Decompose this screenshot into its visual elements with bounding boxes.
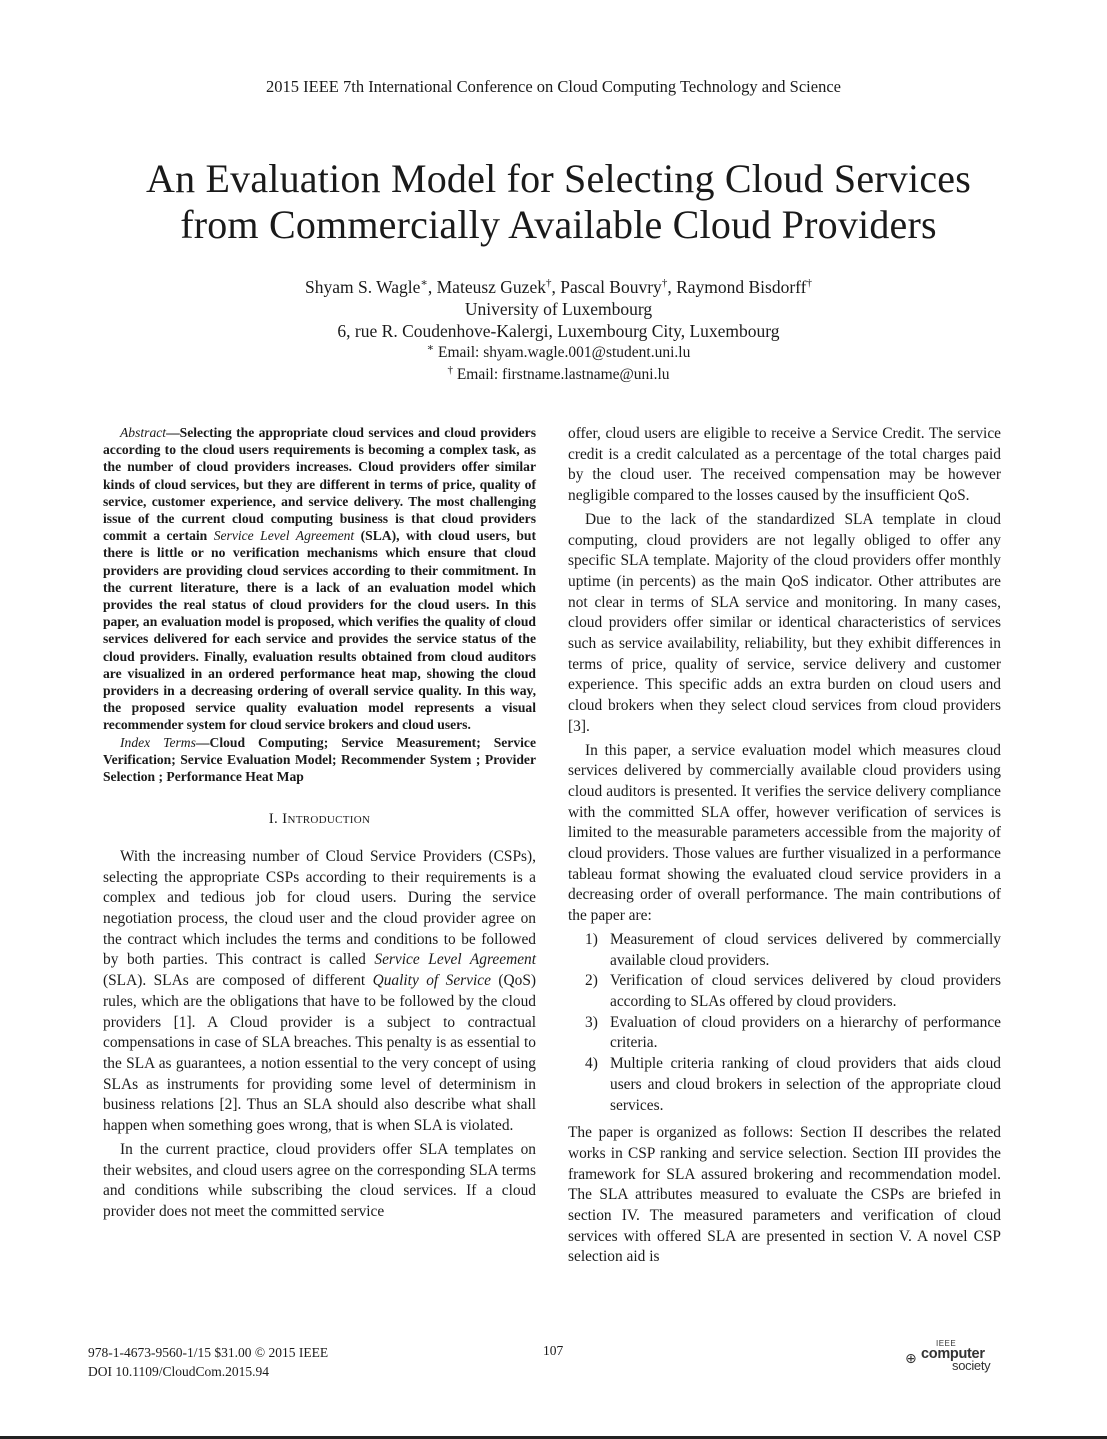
footer-left xyxy=(88,1343,328,1381)
author-2-mark: † xyxy=(545,277,552,290)
author-block xyxy=(0,276,1107,386)
abstract-label: Abstract xyxy=(120,425,167,440)
isbn-line: 978-1-4673-9560-1/15 $31.00 © 2015 IEEE xyxy=(88,1345,329,1360)
left-column xyxy=(103,424,536,1223)
abstract: Abstract—Selecting the appropriate cloud services and cloud providers according to the cloud users requirements is becoming a complex task, as the number of cloud providers increases. Cloud providers offer similar kinds of cloud services, but they are different in terms of price, quality of service, customer experience, and service delivery. The most challenging issue of the current cloud computing business is that cloud providers commit a certain Service Level Agreement (SLA), with cloud users, but there is little or no verification mechanisms which ensure that cloud providers are providing cloud services according to their commitment. In the current literature, there is a lack of an evaluation model which provides the real status of cloud providers for the cloud users. In this paper, an evaluation model is proposed, which verifies the quality of cloud services delivered for each service and provides the service status of the cloud providers. Finally, evaluation results obtained from cloud auditors are visualized in an ordered performance heat map, showing the cloud providers in a decreasing ordering of overall service quality. In this way, the proposed service quality evaluation model represents a visual recommender system for cloud service brokers and cloud users. xyxy=(103,425,536,733)
paper-title xyxy=(0,156,1107,248)
list-item: 1) Measurement of cloud services delivered by commercially available cloud providers. xyxy=(585,930,1001,969)
author-4: Raymond Bisdorff xyxy=(676,277,807,297)
paper-title-line-2: from Commercially Available Cloud Providers xyxy=(180,202,937,247)
email-2-mark: † xyxy=(447,363,453,376)
right-paragraph-4: The paper is organized as follows: Section II describes the related works in CSP ranking and service selection. Section III provides the framework for SLA assured brokering and recommendation model. The SLA attributes measured to evaluate the CSPs are briefed in section IV. The measured parameters and verification of cloud services with offered SLA are presented in section V. A novel CSP selection aid is xyxy=(568,1124,1001,1266)
list-item: 3) Evaluation of cloud providers on a hierarchy of performance criteria. xyxy=(585,1013,1001,1052)
author-3: Pascal Bouvry xyxy=(560,277,662,297)
list-item: 4) Multiple criteria ranking of cloud providers that aids cloud users and cloud brokers in selection of the appropriate cloud services. xyxy=(585,1055,1001,1114)
address: 6, rue R. Coudenhove-Kalergi, Luxembourg City, Luxembourg xyxy=(337,321,780,341)
doi-line: DOI 10.1109/CloudCom.2015.94 xyxy=(88,1364,270,1379)
intro-paragraph-2: In the current practice, cloud providers offer SLA templates on their websites, and cloud users agree on the corresponding SLA terms and conditions while subscribing the cloud services. If a cloud provider does not meet the committed service xyxy=(103,1140,536,1220)
ieee-emblem-icon: ⊕ xyxy=(905,1350,917,1366)
right-paragraph-3: In this paper, a service evaluation model which measures cloud services delivered by commercially available cloud providers using cloud auditors is presented. It verifies the service delivery compliance with the committed SLA offer, however verification of services is limited to the measurable parameters accessible from the majority of cloud providers. Those values are further visualized in a performance tableau format showing the evaluated cloud service providers in a decreasing order of overall performance. The main contributions of the paper are: xyxy=(568,741,1001,925)
author-3-mark: † xyxy=(661,277,668,290)
author-1-mark: ∗ xyxy=(420,277,428,290)
abstract-sla-term: Service Level Agreement xyxy=(213,528,355,544)
page-number: 107 xyxy=(543,1343,564,1358)
contributions-list xyxy=(568,930,1001,1116)
author-1: Shyam S. Wagle xyxy=(304,277,421,297)
paper-title-line-1: An Evaluation Model for Selecting Cloud Services xyxy=(146,156,971,201)
university: University of Luxembourg xyxy=(464,299,653,319)
email-1-mark: ∗ xyxy=(426,341,435,354)
email-2: Email: firstname.lastname@uni.lu xyxy=(456,366,670,383)
section-heading-introduction: I. Introduction xyxy=(268,811,371,828)
email-line-2 xyxy=(0,364,1107,386)
index-terms: Index Terms—Cloud Computing; Service Measurement; Service Verification; Service Evaluation Model; Recommender System ; Provider Selection ; Performance Heat Map xyxy=(103,734,536,785)
index-terms-label: Index Terms xyxy=(120,734,196,750)
ieee-computer-society-logo-icon: IEEE ⊕ computer society xyxy=(905,1339,991,1373)
author-2: Mateusz Guzek xyxy=(436,277,546,297)
email-line-1 xyxy=(0,342,1107,364)
list-item: 2) Verification of cloud services delivered by cloud providers according to SLAs offered by cloud providers. xyxy=(585,972,1001,1010)
intro-paragraph-1: With the increasing number of Cloud Service Providers (CSPs), selecting the appropriate CSPs according to their requirements is a complex and tedious job for cloud users. During the service negotiation process, the cloud user and the cloud provider agree on the contract which includes the terms and conditions to be followed by both parties. This contract is called Service Level Agreement (SLA). SLAs are composed of different Quality of Service (QoS) rules, which are the obligations that have to be followed by the cloud providers [1]. A Cloud provider is a subject to contractual compensations in case of SLA breaches. This penalty is as essential to the SLA as guarantees, a notion essential to the very concept of using SLAs as instruments for providing some level of determinism in business relations [2]. Thus an SLA should also describe what shall happen when something goes wrong, that is when SLA is violated. xyxy=(103,847,537,1135)
right-paragraph-2: Due to the lack of the standardized SLA template in cloud computing, cloud providers are not legally obliged to offer any specific SLA template. Majority of the cloud providers offer monthly uptime (in percents) as the main QoS indicator. Other attributes are not clear in terms of SLA service and monitoring. In many cases, cloud providers offer similar or identical characteristics of services such as service availability, reliability, but they exhibit differences in terms of price, quality of service, service delivery and customer experience. This specific adds an extra burden on cloud users and cloud brokers when they select cloud services from cloud providers [3]. xyxy=(568,510,1001,735)
conference-header: 2015 IEEE 7th International Conference on Cloud Computing Technology and Science xyxy=(266,77,841,96)
author-names: Shyam S. Wagle∗, Mateusz Guzek†, Pascal Bouvry†, Raymond Bisdorff† xyxy=(304,277,813,297)
right-paragraph-1: offer, cloud users are eligible to receive a Service Credit. The service credit is a credit calculated as a percentage of the total charges paid by the cloud user. The received compensation may be however negligible compared to the losses caused by the insufficient QoS. xyxy=(568,425,1001,505)
right-column xyxy=(568,424,1001,1268)
author-4-mark: † xyxy=(806,277,813,290)
email-1: Email: shyam.wagle.001@student.uni.lu xyxy=(438,344,691,361)
